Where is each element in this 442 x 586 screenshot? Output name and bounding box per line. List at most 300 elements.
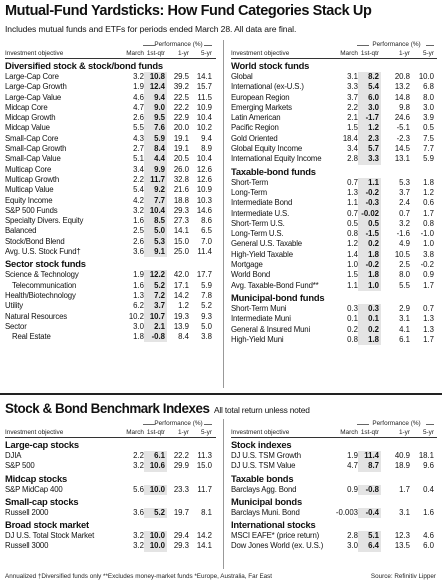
row-label: Intermediate Muni (231, 314, 291, 324)
cell-1yr: 22.2 (173, 102, 189, 112)
cell-1stqtr: 0.2 (368, 239, 379, 249)
column-header-1stqtr: 1st-qtr (146, 50, 165, 57)
cell-1stqtr: 9.1 (154, 247, 165, 257)
cell-5yr: 0.9 (423, 270, 434, 280)
column-separator (223, 40, 224, 388)
cell-1stqtr: 0.3 (368, 303, 379, 313)
cell-5yr: 10.0 (418, 72, 434, 81)
benchmark-note: All total return unless noted (213, 405, 310, 415)
row-label: Barclays Muni. Bond (231, 507, 300, 517)
cell-1yr: 39.2 (173, 82, 189, 92)
table-row (5, 332, 216, 342)
cell-march: 3.4 (133, 164, 144, 174)
section-heading: Municipal bonds (231, 495, 302, 507)
cell-5yr: 11.3 (197, 451, 212, 460)
cell-march: 2.2 (133, 174, 144, 184)
cell-march: 3.4 (347, 144, 358, 154)
cell-1stqtr: 3.0 (368, 102, 379, 112)
cell-march: 5.1 (133, 154, 144, 164)
cell-5yr: 6.0 (423, 541, 434, 551)
row-label: S&P 500 Funds (5, 205, 58, 215)
cell-march: 0.7 (347, 208, 358, 218)
cell-1stqtr: 5.2 (154, 507, 165, 517)
section-divider (0, 393, 442, 395)
row-label: International Equity Income (231, 154, 322, 164)
benchmark-column-separator (223, 419, 224, 569)
section-heading: Taxable bonds (231, 472, 294, 484)
cell-march: 3.6 (133, 247, 144, 257)
cell-1yr: 14.1 (173, 226, 189, 236)
cell-march: 3.0 (133, 321, 144, 331)
cell-5yr: 1.3 (423, 324, 434, 334)
row-label: Small-Cap Growth (5, 144, 67, 154)
cell-1yr: 14.2 (173, 290, 189, 300)
table-header (231, 40, 437, 59)
cell-5yr: 6.8 (423, 82, 434, 92)
cell-5yr: 8.0 (423, 92, 434, 102)
cell-5yr: 18.1 (418, 451, 434, 460)
row-label: Real Estate (12, 332, 51, 342)
cell-5yr: 11.7 (197, 484, 212, 494)
table-row (231, 188, 437, 198)
column-header-march: March (340, 50, 358, 57)
investment-objective-label: Investment objective (5, 429, 64, 436)
cell-march: 4.7 (133, 102, 144, 112)
cell-1stqtr: -0.8 (151, 332, 165, 342)
cell-5yr: 15.0 (196, 461, 212, 471)
cell-1stqtr: 10.4 (149, 205, 165, 215)
cell-1yr: 5.3 (399, 177, 410, 187)
cell-1stqtr: -0.4 (365, 507, 379, 517)
investment-objective-label: Investment objective (5, 50, 64, 57)
cell-1stqtr: 10.7 (149, 311, 165, 321)
cell-1stqtr: -0.3 (365, 198, 379, 208)
cell-1stqtr: -0.8 (365, 484, 379, 494)
cell-1stqtr: 0.2 (368, 324, 379, 334)
column-header-5yr: 5-yr (422, 50, 434, 57)
table-row (5, 531, 216, 541)
cell-1stqtr: 8.5 (154, 216, 165, 226)
performance-rule (426, 45, 434, 46)
row-label: Russell 2000 (5, 507, 49, 517)
cell-5yr: 7.5 (423, 133, 434, 143)
column-header-march: March (340, 429, 358, 436)
cell-1stqtr: 6.0 (368, 92, 379, 102)
cell-5yr: 7.0 (201, 236, 212, 246)
cell-march: 3.1 (347, 72, 358, 81)
fund-table-left (5, 40, 216, 342)
cell-march: 1.9 (347, 451, 358, 460)
cell-march: 2.8 (347, 531, 358, 541)
column-header-1stqtr: 1st-qtr (360, 50, 379, 57)
row-label: Midcap Value (5, 123, 50, 133)
table-row (5, 226, 216, 236)
cell-march: 4.6 (133, 92, 144, 102)
cell-1stqtr: 5.7 (368, 144, 379, 154)
cell-5yr: 10.9 (196, 102, 212, 112)
cell-5yr: 12.6 (196, 174, 212, 184)
cell-1stqtr: 1.8 (368, 270, 379, 280)
cell-march: 2.6 (133, 113, 144, 123)
cell-5yr: 3.8 (201, 332, 212, 342)
cell-march: 1.3 (133, 290, 144, 300)
cell-5yr: 12.6 (196, 164, 212, 174)
column-header-5yr: 5-yr (200, 50, 212, 57)
column-header-1yr: 1-yr (398, 429, 410, 436)
cell-march: 1.1 (347, 198, 358, 208)
cell-march: 1.2 (347, 239, 358, 249)
table-row (231, 541, 437, 551)
cell-1stqtr: 1.8 (368, 334, 379, 344)
cell-1stqtr: 10.0 (149, 531, 165, 541)
table-row (5, 247, 216, 257)
row-label: High-Yield Muni (231, 334, 284, 344)
cell-1yr: 40.9 (394, 451, 410, 460)
performance-rule (143, 424, 155, 425)
row-label: Large-Cap Growth (5, 82, 67, 92)
cell-5yr: 9.6 (423, 461, 434, 471)
row-label: Long-Term U.S. (231, 229, 284, 239)
table-row (5, 216, 216, 226)
row-label: Russell 3000 (5, 541, 49, 551)
row-label: Small-Cap Value (5, 154, 61, 164)
row-label: Barclays Agg. Bond (231, 484, 297, 494)
table-row (5, 508, 216, 518)
row-label: Midcap Growth (5, 113, 56, 123)
table-row (5, 185, 216, 195)
row-label: International (ex-U.S.) (231, 82, 304, 92)
cell-1yr: 9.8 (399, 102, 410, 112)
table-row (5, 541, 216, 551)
cell-1yr: 29.4 (173, 531, 189, 541)
cell-5yr: -0.2 (420, 260, 434, 270)
cell-5yr: 5.9 (201, 280, 212, 290)
cell-1stqtr: 12.4 (149, 82, 165, 92)
cell-march: 5.6 (133, 484, 144, 494)
cell-march: 2.2 (347, 102, 358, 112)
cell-1yr: 13.2 (394, 82, 410, 92)
cell-1yr: 3.1 (399, 314, 410, 324)
cell-1yr: 19.1 (173, 144, 189, 154)
cell-1stqtr: 0.1 (368, 314, 379, 324)
cell-1yr: 2.4 (399, 198, 410, 208)
table-row (231, 219, 437, 229)
table-row (231, 281, 437, 291)
table-header (231, 419, 437, 438)
table-row (231, 335, 437, 345)
section-heading: Taxable-bond funds (231, 165, 316, 177)
cell-5yr: 0.6 (423, 198, 434, 208)
table-row (231, 531, 437, 541)
cell-march: 1.3 (347, 187, 358, 197)
cell-1stqtr: 7.7 (154, 195, 165, 205)
table-row (231, 229, 437, 239)
cell-5yr: 8.6 (201, 216, 212, 226)
cell-5yr: -1.0 (420, 229, 434, 239)
cell-1yr: 1.7 (399, 484, 410, 494)
footnote: Annualized †Diversified funds only **Excludes money-market funds *Europe, Australia, Far East (5, 573, 273, 580)
cell-march: 1.9 (133, 82, 144, 92)
cell-1yr: 42.0 (173, 270, 189, 280)
table-row (5, 312, 216, 322)
table-row (5, 291, 216, 301)
row-label: Avg. Taxable-Bond Fund** (231, 280, 319, 290)
cell-march: -0.003 (335, 507, 358, 517)
cell-1stqtr: 11.4 (364, 451, 379, 460)
table-row (231, 461, 437, 471)
row-label: DJIA (5, 451, 22, 460)
performance-rule (204, 424, 212, 425)
cell-5yr: 8.1 (201, 507, 212, 517)
cell-1yr: 24.6 (394, 113, 410, 123)
section-heading: Sector stock funds (5, 258, 86, 270)
cell-1stqtr: -1.5 (365, 229, 379, 239)
cell-5yr: 4.6 (423, 531, 434, 541)
cell-5yr: 3.9 (423, 113, 434, 123)
cell-1stqtr: 5.2 (154, 280, 165, 290)
cell-march: 18.4 (342, 133, 358, 143)
cell-5yr: 0.5 (423, 123, 434, 133)
cell-march: 3.0 (347, 541, 358, 551)
table-row (231, 239, 437, 249)
cell-1yr: 29.3 (173, 541, 189, 551)
benchmark-table-right (231, 419, 437, 552)
cell-1yr: 8.0 (399, 270, 410, 280)
table-row (231, 304, 437, 314)
table-row (231, 178, 437, 188)
table-row (5, 461, 216, 471)
cell-march: 2.8 (347, 154, 358, 164)
cell-1yr: 4.9 (399, 239, 410, 249)
section-heading: Broad stock market (5, 519, 89, 531)
cell-1stqtr: 5.9 (154, 133, 165, 143)
row-label: Short-Term Muni (231, 303, 287, 313)
table-row (5, 93, 216, 103)
cell-5yr: 14.1 (196, 72, 212, 81)
row-label: European Region (231, 92, 290, 102)
row-label: Telecommunication (12, 280, 77, 290)
cell-march: 2.5 (133, 226, 144, 236)
cell-march: 5.4 (133, 185, 144, 195)
cell-1yr: 1.2 (178, 301, 189, 311)
row-label: Gold Oriented (231, 133, 278, 143)
cell-1stqtr: 7.6 (154, 123, 165, 133)
cell-5yr: 0.8 (423, 218, 434, 228)
cell-5yr: 0.7 (423, 303, 434, 313)
table-row (231, 508, 437, 518)
cell-march: 2.2 (133, 451, 144, 460)
row-label: S&P 500 (5, 461, 35, 471)
table-row (5, 281, 216, 291)
cell-1stqtr: 1.2 (368, 123, 379, 133)
row-label: General & Insured Muni (231, 324, 311, 334)
cell-march: 0.5 (347, 218, 358, 228)
table-row (231, 485, 437, 495)
cell-1yr: 18.8 (173, 195, 189, 205)
table-row (5, 206, 216, 216)
table-row (231, 325, 437, 335)
row-label: MSCI EAFE* (price return) (231, 531, 320, 541)
cell-1stqtr: 9.5 (154, 113, 165, 123)
cell-1yr: 13.9 (173, 321, 189, 331)
cell-1stqtr: 8.2 (368, 72, 379, 81)
investment-objective-label: Investment objective (231, 429, 290, 436)
cell-march: 0.2 (347, 324, 358, 334)
cell-1stqtr: -0.02 (361, 208, 379, 218)
table-row (231, 250, 437, 260)
cell-1yr: -1.6 (396, 229, 410, 239)
row-label: Global (231, 72, 253, 81)
cell-1stqtr: -0.2 (365, 187, 379, 197)
cell-1stqtr: -1.7 (365, 113, 379, 123)
cell-1yr: 22.2 (173, 451, 189, 460)
table-row (5, 103, 216, 113)
cell-march: 4.2 (133, 195, 144, 205)
page-title: Mutual-Fund Yardsticks: How Fund Categories Stack Up (5, 3, 372, 19)
table-row (5, 485, 216, 495)
row-label: Small-Cap Core (5, 133, 59, 143)
table-header (5, 40, 216, 59)
cell-5yr: 9.3 (201, 311, 212, 321)
table-row (231, 113, 437, 123)
cell-5yr: 14.6 (196, 205, 212, 215)
cell-1yr: 3.2 (399, 218, 410, 228)
row-label: Utility (5, 301, 24, 311)
table-row (231, 72, 437, 82)
row-label: Avg. U.S. Stock Fund† (5, 247, 81, 257)
performance-rule (357, 45, 369, 46)
header-rule (231, 437, 437, 438)
performance-label: Performance (%) (372, 420, 421, 427)
cell-1yr: 21.6 (173, 185, 189, 195)
cell-5yr: 7.7 (423, 144, 434, 154)
cell-1yr: 22.9 (173, 113, 189, 123)
cell-1stqtr: 5.3 (154, 236, 165, 246)
cell-5yr: 6.5 (201, 226, 212, 236)
cell-1stqtr: 2.1 (154, 321, 165, 331)
cell-march: 0.9 (347, 484, 358, 494)
cell-1yr: 4.1 (399, 324, 410, 334)
cell-march: 5.5 (133, 123, 144, 133)
investment-objective-label: Investment objective (231, 50, 290, 57)
column-header-march: March (126, 429, 144, 436)
cell-march: 3.2 (133, 541, 144, 551)
cell-5yr: 3.8 (423, 249, 434, 259)
cell-1yr: 15.0 (173, 236, 189, 246)
cell-march: 6.2 (133, 301, 144, 311)
cell-1stqtr: 1.1 (368, 177, 379, 187)
page-subtitle: Includes mutual funds and ETFs for periods ended March 28. All data are final. (5, 24, 297, 34)
cell-1stqtr: 12.2 (149, 270, 165, 280)
row-label: Dow Jones World (ex. U.S.) (231, 541, 324, 551)
cell-1yr: 3.7 (399, 187, 410, 197)
cell-march: 3.2 (133, 72, 144, 81)
cell-march: 1.4 (347, 249, 358, 259)
cell-5yr: 14.2 (196, 531, 212, 541)
cell-1stqtr: 10.0 (149, 541, 165, 551)
table-row (5, 134, 216, 144)
cell-1yr: 14.8 (394, 92, 410, 102)
row-label: DJ U.S. TSM Growth (231, 451, 301, 460)
row-label: Multicap Growth (5, 174, 60, 184)
section-heading: Small-cap stocks (5, 495, 79, 507)
cell-march: 1.0 (347, 260, 358, 270)
section-heading: Municipal-bond funds (231, 291, 325, 303)
column-header-1stqtr: 1st-qtr (146, 429, 165, 436)
row-label: Intermediate U.S. (231, 208, 290, 218)
row-label: General U.S. Taxable (231, 239, 302, 249)
cell-1stqtr: 8.7 (368, 461, 379, 471)
cell-1stqtr: 9.2 (154, 185, 165, 195)
performance-rule (426, 424, 434, 425)
cell-5yr: 7.8 (201, 290, 212, 300)
row-label: Multicap Core (5, 164, 52, 174)
cell-march: 0.8 (347, 334, 358, 344)
row-label: World Bond (231, 270, 271, 280)
column-header-march: March (126, 50, 144, 57)
cell-5yr: 5.2 (201, 301, 212, 311)
performance-rule (357, 424, 369, 425)
cell-1stqtr: 10.8 (149, 72, 165, 81)
table-row (5, 165, 216, 175)
performance-rule (143, 45, 155, 46)
cell-5yr: 10.4 (196, 113, 212, 123)
cell-1yr: 19.1 (173, 133, 189, 143)
benchmark-title: Stock & Bond Benchmark Indexes (5, 401, 210, 416)
cell-1yr: 3.1 (399, 507, 410, 517)
row-label: Intermediate Bond (231, 198, 293, 208)
column-header-1stqtr: 1st-qtr (360, 429, 379, 436)
cell-1stqtr: 9.0 (154, 102, 165, 112)
row-label: Stock/Bond Blend (5, 236, 65, 246)
column-header-1yr: 1-yr (398, 50, 410, 57)
cell-march: 1.6 (133, 280, 144, 290)
table-row (5, 154, 216, 164)
cell-march: 1.5 (347, 123, 358, 133)
cell-march: 3.2 (133, 205, 144, 215)
cell-1stqtr: 1.8 (368, 249, 379, 259)
row-label: DJ U.S. TSM Value (231, 461, 296, 471)
row-label: DJ U.S. Total Stock Market (5, 531, 95, 541)
table-row (5, 123, 216, 133)
cell-march: 3.2 (133, 461, 144, 471)
cell-march: 1.9 (133, 270, 144, 280)
cell-5yr: 10.9 (196, 185, 212, 195)
cell-1yr: 17.1 (173, 280, 189, 290)
cell-march: 10.2 (128, 311, 144, 321)
cell-1yr: 12.3 (394, 531, 410, 541)
table-row (5, 237, 216, 247)
row-label: Midcap Core (5, 102, 48, 112)
cell-march: 2.1 (347, 113, 358, 123)
cell-1yr: 14.5 (394, 144, 410, 154)
cell-1stqtr: 1.0 (368, 280, 379, 290)
row-label: Health/Biotechnology (5, 290, 76, 300)
row-label: Balanced (5, 226, 37, 236)
benchmark-table-left (5, 419, 216, 552)
column-header-5yr: 5-yr (200, 429, 212, 436)
cell-march: 0.7 (347, 177, 358, 187)
cell-march: 1.5 (347, 270, 358, 280)
column-header-1yr: 1-yr (177, 429, 189, 436)
section-heading: World stock funds (231, 60, 310, 71)
benchmark-heading (5, 400, 310, 418)
cell-march: 1.1 (347, 280, 358, 290)
table-row (231, 82, 437, 92)
row-label: Latin American (231, 113, 281, 123)
table-row (231, 144, 437, 154)
cell-5yr: 5.9 (423, 154, 434, 164)
